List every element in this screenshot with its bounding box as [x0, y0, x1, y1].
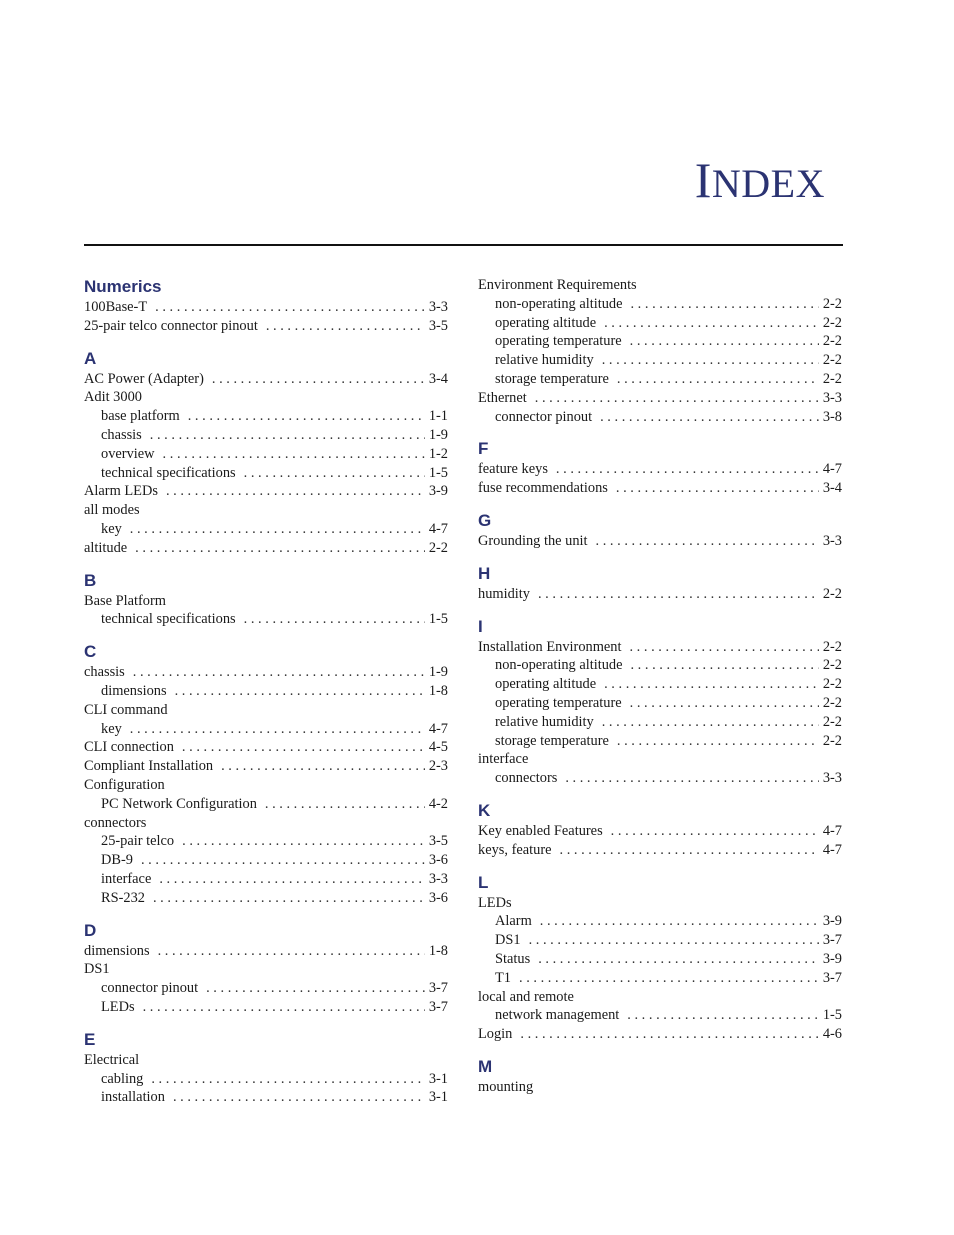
index-entry	[478, 988, 842, 1007]
index-subentry	[478, 713, 842, 732]
index-page-number: 4-6	[822, 1026, 842, 1043]
page-title-rest: NDEX	[711, 161, 825, 206]
index-term: interface	[478, 751, 529, 768]
index-term: Adit 3000	[84, 389, 142, 406]
index-subentry	[478, 332, 842, 351]
index-subentry	[84, 464, 448, 483]
index-term: PC Network Configuration	[101, 795, 257, 812]
dot-leader	[166, 482, 425, 501]
index-page-number: 4-7	[822, 841, 842, 858]
index-term: Environment Requirements	[478, 277, 637, 293]
index-entry	[84, 701, 448, 720]
dot-leader	[159, 870, 424, 889]
index-page-number: 2-2	[822, 638, 842, 655]
index-term: Login	[478, 1026, 513, 1043]
index-entry	[84, 298, 448, 317]
index-page-number: 3-7	[428, 980, 448, 997]
index-subentry	[478, 675, 842, 694]
dot-leader	[617, 370, 819, 389]
index-subentry	[478, 769, 842, 788]
index-term: RS-232	[101, 889, 145, 906]
index-term: local and remote	[478, 988, 574, 1005]
index-entry	[84, 1051, 448, 1070]
index-page-number: 2-2	[428, 539, 448, 556]
dot-leader	[188, 407, 425, 426]
index-group	[478, 800, 842, 860]
index-subentry	[478, 912, 842, 931]
index-page-number: 3-3	[428, 299, 448, 315]
index-subentry	[478, 656, 842, 675]
index-page-number: 1-1	[428, 408, 448, 425]
index-group	[84, 641, 448, 907]
dot-leader	[265, 795, 425, 814]
index-page-number: 3-7	[822, 932, 842, 949]
index-group	[478, 616, 842, 788]
index-term: DS1	[84, 961, 110, 978]
page-title	[695, 150, 825, 214]
index-page-number: 4-7	[428, 720, 448, 737]
dot-leader	[130, 720, 425, 739]
index-entry	[478, 479, 842, 498]
index-page-number: 1-8	[428, 682, 448, 699]
index-group	[84, 276, 448, 336]
index-term: all modes	[84, 502, 140, 519]
index-page-number: 3-6	[428, 889, 448, 906]
index-page-number: 3-9	[822, 950, 842, 967]
index-page-number: 1-5	[822, 1007, 842, 1024]
index-group-heading: G	[478, 510, 492, 530]
dot-leader	[153, 889, 425, 908]
dot-leader	[617, 732, 819, 751]
index-group-heading: K	[478, 800, 491, 820]
index-subentry	[478, 408, 842, 427]
index-subentry	[84, 610, 448, 629]
index-term: connector pinout	[101, 980, 199, 997]
index-term: Alarm	[495, 913, 532, 930]
index-column-right	[478, 276, 842, 1097]
dot-leader	[629, 638, 818, 657]
index-entry	[84, 388, 448, 407]
title-rule	[84, 244, 843, 246]
index-page-number: 3-3	[822, 532, 842, 549]
index-term: 25-pair telco connector pinout	[84, 317, 258, 334]
index-page-number: 1-2	[428, 445, 448, 462]
index-term: feature keys	[478, 461, 548, 478]
page-title-initial: I	[694, 152, 712, 208]
dot-leader	[538, 585, 819, 604]
dot-leader	[206, 979, 425, 998]
index-page-number: 3-1	[428, 1089, 448, 1106]
dot-leader	[529, 931, 819, 950]
index-subentry	[478, 694, 842, 713]
index-entry	[84, 539, 448, 558]
index-group-heading: A	[84, 348, 97, 368]
index-page-number: 3-7	[822, 969, 842, 986]
index-entry	[84, 501, 448, 520]
index-page-number: 3-7	[428, 998, 448, 1015]
index-subentry	[84, 851, 448, 870]
index-term: mounting	[478, 1078, 534, 1095]
dot-leader	[266, 317, 425, 336]
index-page-number: 3-5	[428, 317, 448, 334]
dot-leader	[604, 314, 819, 333]
index-term: connectors	[495, 770, 558, 787]
index-term: AC Power (Adapter)	[84, 370, 204, 387]
index-entry	[84, 960, 448, 979]
index-page-number: 2-2	[822, 657, 842, 674]
dot-leader	[596, 532, 819, 551]
index-group	[478, 510, 842, 551]
dot-leader	[600, 408, 819, 427]
index-subentry	[84, 445, 448, 464]
dot-leader	[133, 663, 425, 682]
index-page-number: 4-7	[822, 461, 842, 478]
index-subentry	[84, 979, 448, 998]
index-term: Compliant Installation	[84, 758, 214, 775]
index-page-number: 3-9	[428, 483, 448, 500]
dot-leader	[602, 713, 819, 732]
dot-leader	[630, 332, 819, 351]
index-term: 100Base-T	[84, 299, 148, 315]
index-entry	[84, 482, 448, 501]
index-subentry	[478, 370, 842, 389]
index-group-heading: F	[478, 439, 489, 459]
dot-leader	[565, 769, 818, 788]
index-term: Base Platform	[84, 592, 166, 609]
index-page-number: 2-2	[822, 295, 842, 312]
index-term: technical specifications	[101, 464, 236, 481]
index-term: fuse recommendations	[478, 480, 608, 497]
dot-leader	[130, 520, 425, 539]
index-term: connectors	[84, 814, 147, 831]
index-term: non-operating altitude	[495, 295, 623, 312]
index-term: altitude	[84, 539, 128, 556]
index-term: relative humidity	[495, 713, 594, 730]
index-group-heading: H	[478, 563, 491, 583]
dot-leader	[163, 445, 425, 464]
dot-leader	[540, 912, 819, 931]
index-page-number: 3-9	[822, 913, 842, 930]
dot-leader	[221, 757, 425, 776]
index-entry	[478, 532, 842, 551]
index-group-heading: M	[478, 1056, 493, 1076]
index-subentry	[478, 314, 842, 333]
index-group-heading: D	[84, 920, 97, 940]
dot-leader	[560, 841, 819, 860]
index-entry	[478, 1078, 842, 1097]
index-term: storage temperature	[495, 732, 609, 749]
index-group-heading: I	[478, 616, 483, 636]
index-term: interface	[101, 870, 152, 887]
index-group	[84, 1029, 448, 1107]
index-subentry	[84, 1070, 448, 1089]
index-subentry	[478, 969, 842, 988]
index-page-number: 1-8	[428, 942, 448, 959]
index-entry	[478, 638, 842, 657]
dot-leader	[244, 610, 425, 629]
index-term: dimensions	[101, 682, 167, 699]
index-page-number: 3-8	[822, 408, 842, 425]
index-entry	[478, 841, 842, 860]
dot-leader	[538, 950, 819, 969]
dot-leader	[535, 389, 819, 408]
index-page-number: 2-2	[822, 352, 842, 369]
index-page-number: 3-3	[822, 770, 842, 787]
index-page-number: 2-2	[822, 676, 842, 693]
index-term: key	[101, 520, 122, 537]
index-term: Grounding the unit	[478, 532, 588, 549]
dot-leader	[151, 1070, 424, 1089]
index-page-number: 2-3	[428, 758, 448, 775]
index-entry	[478, 276, 842, 295]
index-term: Key enabled Features	[478, 822, 603, 839]
dot-leader	[556, 460, 819, 479]
index-subentry	[478, 931, 842, 950]
index-entry	[478, 822, 842, 841]
index-entry	[478, 1025, 842, 1044]
index-entry	[478, 894, 842, 913]
index-subentry	[478, 295, 842, 314]
index-term: cabling	[101, 1070, 144, 1087]
dot-leader	[627, 1006, 819, 1025]
index-entry	[84, 663, 448, 682]
index-group	[84, 920, 448, 1017]
index-entry	[84, 738, 448, 757]
index-term: Installation Environment	[478, 638, 622, 655]
index-term: technical specifications	[101, 611, 236, 628]
dot-leader	[135, 539, 425, 558]
index-term: installation	[101, 1089, 165, 1106]
dot-leader	[143, 998, 425, 1017]
index-page-number: 3-4	[822, 480, 842, 497]
index-term: Status	[495, 950, 531, 967]
index-subentry	[84, 889, 448, 908]
index-subentry	[478, 732, 842, 751]
index-term: LEDs	[478, 894, 512, 911]
index-term: storage temperature	[495, 370, 609, 387]
index-term: network management	[495, 1007, 620, 1024]
index-column-left	[84, 276, 448, 1107]
index-group-heading: C	[84, 642, 97, 662]
index-subentry	[84, 795, 448, 814]
index-term: 25-pair telco	[101, 833, 175, 850]
index-page-number: 3-3	[428, 870, 448, 887]
index-group-heading: Numerics	[84, 277, 162, 296]
index-subentry	[84, 407, 448, 426]
index-term: overview	[101, 445, 155, 462]
index-term: operating temperature	[495, 333, 622, 350]
index-group-heading: E	[84, 1029, 96, 1049]
index-subentry	[84, 832, 448, 851]
index-group-heading: L	[478, 872, 489, 892]
index-group	[478, 1056, 842, 1097]
index-page-number: 4-7	[822, 822, 842, 839]
index-term: non-operating altitude	[495, 657, 623, 674]
dot-leader	[604, 675, 819, 694]
dot-leader	[616, 479, 819, 498]
index-subentry	[84, 870, 448, 889]
index-page-number: 1-5	[428, 611, 448, 628]
index-term: CLI connection	[84, 739, 174, 756]
index-entry	[478, 585, 842, 604]
index-group	[478, 872, 842, 1044]
index-term: T1	[495, 969, 511, 986]
index-term: chassis	[101, 426, 142, 443]
dot-leader	[602, 351, 819, 370]
index-page-number: 2-2	[822, 713, 842, 730]
dot-leader	[175, 682, 425, 701]
index-group-heading: B	[84, 570, 97, 590]
index-group	[84, 348, 448, 558]
index-page-number: 3-3	[822, 389, 842, 406]
index-term: operating temperature	[495, 694, 622, 711]
dot-leader	[630, 295, 818, 314]
index-entry	[84, 757, 448, 776]
dot-leader	[173, 1088, 425, 1107]
index-term: DS1	[495, 932, 521, 949]
dot-leader	[158, 942, 425, 961]
index-term: CLI command	[84, 701, 168, 718]
index-subentry	[478, 351, 842, 370]
index-page-number: 2-2	[822, 732, 842, 749]
dot-leader	[150, 426, 425, 445]
index-entry	[478, 460, 842, 479]
index-subentry	[84, 520, 448, 539]
index-entry	[84, 592, 448, 611]
index-entry	[84, 776, 448, 795]
index-page-number: 4-5	[428, 739, 448, 756]
index-entry	[84, 370, 448, 389]
dot-leader	[630, 694, 819, 713]
index-term: humidity	[478, 585, 530, 602]
dot-leader	[611, 822, 819, 841]
index-term: Alarm LEDs	[84, 483, 158, 500]
index-page-number: 4-7	[428, 520, 448, 537]
index-page-number: 2-2	[822, 314, 842, 331]
index-term: LEDs	[101, 998, 135, 1015]
index-page-number: 2-2	[822, 333, 842, 350]
index-group	[84, 570, 448, 630]
index-subentry	[478, 1006, 842, 1025]
index-term: connector pinout	[495, 408, 593, 425]
index-group	[478, 438, 842, 498]
index-page-number: 4-2	[428, 795, 448, 812]
index-page-number: 2-2	[822, 585, 842, 602]
dot-leader	[520, 1025, 818, 1044]
index-page-number: 1-9	[428, 426, 448, 443]
index-term: Ethernet	[478, 389, 527, 406]
dot-leader	[244, 464, 425, 483]
dot-leader	[182, 738, 425, 757]
index-subentry	[478, 950, 842, 969]
dot-leader	[182, 832, 425, 851]
index-page-number: 2-2	[822, 370, 842, 387]
index-term: keys, feature	[478, 841, 552, 858]
index-subentry	[84, 998, 448, 1017]
index-entry	[84, 814, 448, 833]
index-group	[478, 276, 842, 426]
index-page-number: 3-1	[428, 1070, 448, 1087]
index-subentry	[84, 1088, 448, 1107]
index-term: chassis	[84, 664, 125, 681]
index-entry	[478, 750, 842, 769]
index-page-number: 3-5	[428, 833, 448, 850]
dot-leader	[630, 656, 818, 675]
index-term: Configuration	[84, 776, 165, 793]
index-subentry	[84, 426, 448, 445]
index-term: DB-9	[101, 852, 133, 869]
index-term: base platform	[101, 408, 180, 425]
index-subentry	[84, 720, 448, 739]
index-subentry	[84, 682, 448, 701]
index-page-number: 2-2	[822, 694, 842, 711]
index-entry	[478, 389, 842, 408]
index-term: operating altitude	[495, 314, 597, 331]
index-page-number: 3-6	[428, 852, 448, 869]
index-group	[478, 563, 842, 604]
index-term: dimensions	[84, 942, 150, 959]
index-term: key	[101, 720, 122, 737]
dot-leader	[141, 851, 425, 870]
index-entry	[84, 942, 448, 961]
index-term: relative humidity	[495, 352, 594, 369]
index-page-number: 1-5	[428, 464, 448, 481]
dot-leader	[155, 298, 425, 317]
index-term: Electrical	[84, 1051, 140, 1068]
index-page-number: 1-9	[428, 664, 448, 681]
dot-leader	[519, 969, 819, 988]
dot-leader	[212, 370, 425, 389]
index-entry	[84, 317, 448, 336]
index-term: operating altitude	[495, 676, 597, 693]
index-page-number: 3-4	[428, 370, 448, 387]
